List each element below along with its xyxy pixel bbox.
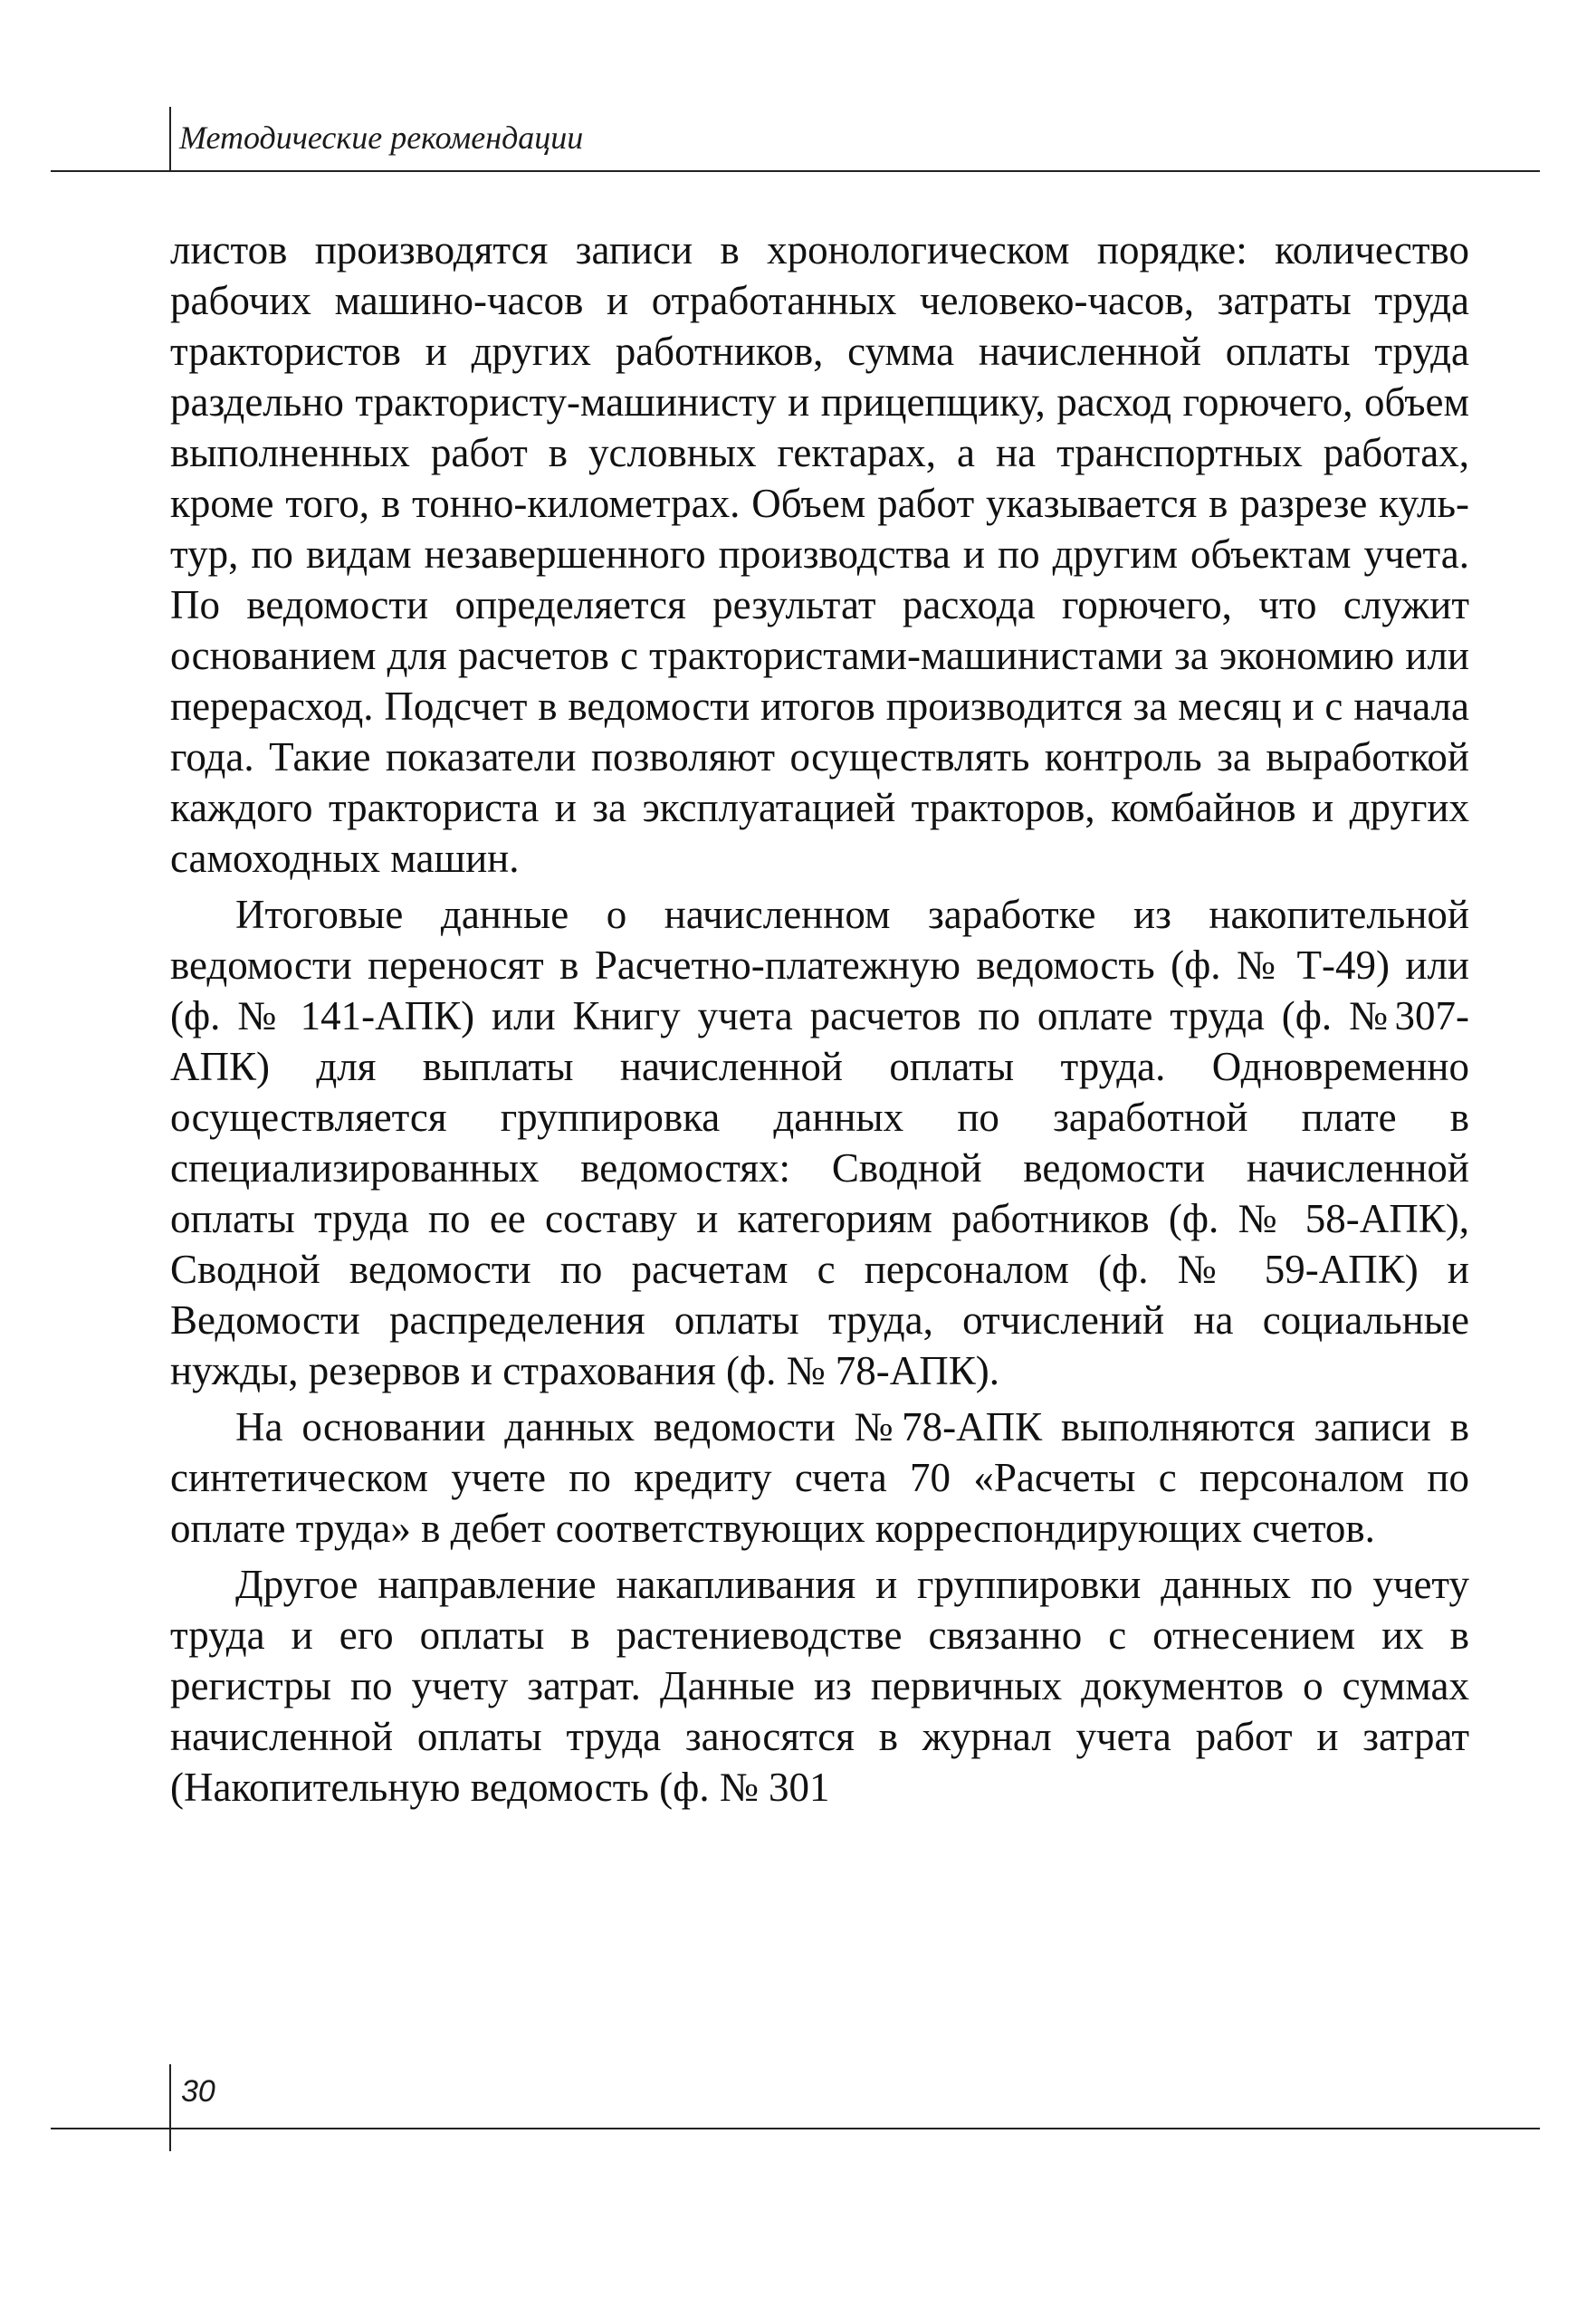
running-header-title: Методические рекомендации <box>179 120 584 156</box>
paragraph-4: Другое направление накапливания и группировки данных по учету труда и его оплаты в растениеводстве связанно с отнесением их в регистры по учету затрат. Данные из первичных документов о суммах начисленной оплаты труда заносятся в журнал учета работ и затрат (Накопительную ведомость (ф. № 301 <box>170 1562 1469 1810</box>
header-divider-vertical <box>169 107 171 170</box>
header-rule <box>51 170 1540 172</box>
paragraph-1: листов производятся записи в хронологическом порядке: количество рабочих машино-часов и отработанных человеко-часов, затраты труда трактористов и других работников, сумма начисленной оплаты труда раздельно трактористу-машинисту и прицепщику, расход горючего, объем выполненных работ в условных гектарах, а на транспортных работах, кроме того, в тонно-километрах. Объем работ указывается в разрезе культур, по видам незавершенного производства и по другим объектам учета. По ведомости определяется результат расхода горючего, что служит основанием для расчетов с трактористами-машинистами за экономию или перерасход. Подсчет в ведомости итогов производится за месяц и с начала года. Такие показатели позволяют осуществлять контроль за выработкой каждого тракториста и за эксплуатацией тракторов, комбайнов и других самоходных машин. <box>170 227 1469 881</box>
footer-divider-vertical <box>169 2064 171 2151</box>
footer-rule <box>51 2128 1540 2129</box>
main-text <box>170 225 1469 1818</box>
page-number: 30 <box>181 2074 215 2109</box>
paragraph-3: На основании данных ведомости №78-АПК выполняются записи в синтетическом учете по кредиту счета 70 «Расчеты с персоналом по оплате труда» в дебет соответствующих корреспондирующих счетов. <box>170 1404 1469 1551</box>
paragraph-2: Итоговые данные о начисленном заработке из накопительной ведомости переносят в Расчетно-платежную ведомость (ф. № Т-49) или (ф. № 141-АПК) или Книгу учета расчетов по оплате труда (ф. №307-АПК) для выплаты начисленной оплаты труда. Одновременно осуществляется группировка данных по заработной плате в специализированных ведомостях: Сводной ведомости начисленной оплаты труда по ее составу и категориям работников (ф. № 58-АПК), Сводной ведомости по расчетам с персоналом (ф. № 59-АПК) и Ведомости распределения оплаты труда, отчислений на социальные нужды, резервов и страхования (ф. № 78-АПК). <box>170 892 1469 1393</box>
